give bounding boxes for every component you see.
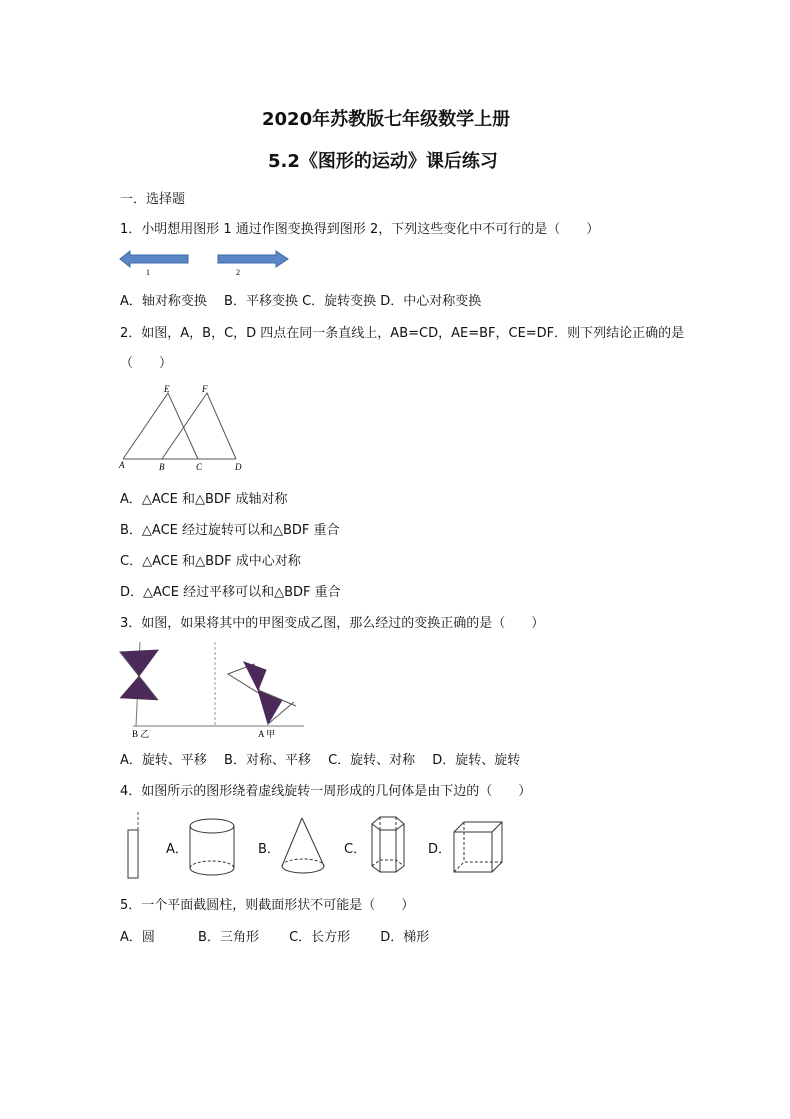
page-title: 2020年苏教版七年级数学上册: [262, 109, 511, 130]
right-arrow-shape-2: [218, 251, 288, 267]
q1-stem: 1．小明想用图形 1 通过作图变换得到图形 2，下列这些变化中不可行的是（ ）: [120, 222, 600, 237]
q4-option-c: C．: [344, 842, 367, 857]
q4-rectangle: [128, 830, 138, 878]
point-a-label: A: [119, 460, 125, 470]
q1-fig-label-1: 1: [146, 268, 150, 277]
point-e-label: E: [164, 384, 170, 394]
page-subtitle: 5.2《图形的运动》课后练习: [268, 151, 498, 172]
q4-option-b: B．: [258, 842, 280, 857]
q3-label-a: A 甲: [258, 729, 276, 739]
q2-option-b: B．△ACE 经过旋转可以和△BDF 重合: [120, 523, 340, 538]
point-c-label: C: [196, 462, 203, 472]
q1-fig-label-2: 2: [236, 268, 240, 277]
q2-option-a: A．△ACE 和△BDF 成轴对称: [120, 492, 288, 507]
q5-stem: 5．一个平面截圆柱，则截面形状不可能是（ ）: [120, 898, 415, 913]
triangle-ace: [123, 393, 198, 459]
point-d-label: D: [235, 462, 242, 472]
q2-paren: （ ）: [120, 356, 173, 371]
q2-stem: 2．如图，A，B，C，D 四点在同一条直线上，AB=CD，AE=BF，CE=DF．则下列结论正确的是: [120, 326, 685, 341]
q2-option-d: D．△ACE 经过平移可以和△BDF 重合: [120, 585, 341, 600]
q1-figure: [118, 248, 298, 278]
q3-stem: 3．如图，如果将其中的甲图变成乙图，那么经过的变换正确的是（ ）: [120, 616, 545, 631]
yi-bowtie-bottom: [120, 676, 158, 700]
q4-option-d: D．: [428, 842, 452, 857]
q4-stem: 4．如图所示的图形绕着虚线旋转一周形成的几何体是由下边的（ ）: [120, 784, 532, 799]
q3-options: A．旋转、平移 B．对称、平移 C．旋转、对称 D．旋转、旋转: [120, 753, 521, 768]
q3-figure: [118, 640, 308, 740]
cube-shape: [454, 822, 502, 872]
q3-label-b: B 乙: [132, 729, 150, 739]
q5-options: A．圆 B．三角形 C．长方形 D．梯形: [120, 930, 430, 945]
q2-option-c: C．△ACE 和△BDF 成中心对称: [120, 554, 301, 569]
q1-options: A．轴对称变换 B．平移变换 C．旋转变换 D．中心对称变换: [120, 294, 482, 309]
left-arrow-shape-1: [120, 251, 188, 267]
triangle-bdf: [162, 393, 236, 459]
point-b-label: B: [159, 462, 165, 472]
q4-option-a: A．: [166, 842, 188, 857]
cylinder-shape: [190, 819, 234, 875]
hexagonal-prism-shape: [372, 817, 404, 872]
cone-shape: [282, 818, 324, 873]
section-heading: 一．选择题: [120, 192, 186, 207]
point-f-label: F: [202, 384, 208, 394]
yi-bowtie-top: [120, 650, 158, 676]
q2-figure: [118, 384, 253, 474]
